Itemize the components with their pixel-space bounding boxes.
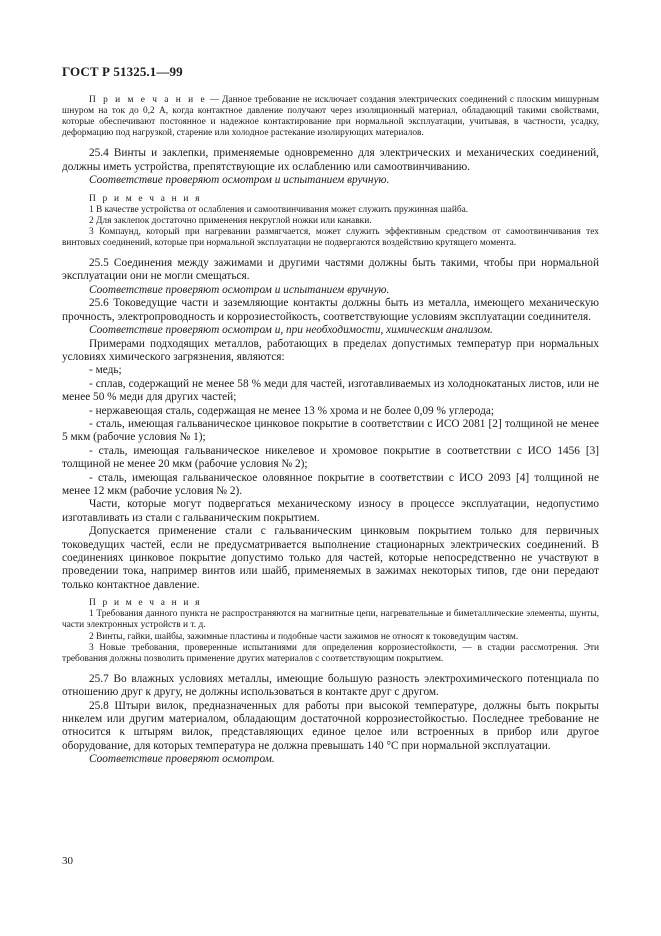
- zinc-paragraph: Допускается применение стали с гальваническим цинковым покрытием только для первичных токоведущих частей, если не предусматривается выполнение стационарных электрических соединений. В соединениях цинковое покрытие допустимо только для частей, которые непосредственно не участвуют в проведении тока, например винтов или шайб, применяемых в зажимах некоторых типов, где они передают только контактное давление.: [62, 525, 599, 591]
- page-number: 30: [62, 855, 73, 867]
- note-item: 3 Компаунд, который при нагревании размягчается, может служить эффективным средством от самоотвинчивания тех винтовых соединений, которые при нормальной эксплуатации не подвергаются воздействию крутящего момента.: [62, 226, 599, 248]
- clause-25-8: 25.8 Штыри вилок, предназначенных для работы при высокой температуре, должны быть покрыты никелем или другим материалом, обладающим достаточной коррозиестойкостью. Последнее требование не относится к штырям вилок, представляющих единое целое или встроенных в прибор или другое оборудование, для которых температура не должна превышать 140 °С при нормальной эксплуатации.: [62, 699, 599, 752]
- document-header: ГОСТ Р 51325.1—99: [62, 64, 183, 79]
- metal-item: - сталь, имеющая гальваническое никелевое и хромовое покрытие в соответствии с ИСО 1456 [3] толщиной не менее 20 мкм (рабочие условия № 2);: [62, 444, 599, 471]
- wear-paragraph: Части, которые могут подвергаться механическому износу в процессе эксплуатации, недопустимо изготавливать из стали с гальваническим покрытием.: [62, 498, 599, 524]
- metal-item: - нержавеющая сталь, содержащая не менее 13 % хрома и не более 0,09 % углерода;: [89, 404, 494, 417]
- note-item: 1 В качестве устройства от ослабления и самоотвинчивания может служить пружинная шайба.: [89, 204, 469, 215]
- clause-25-6-check: Соответствие проверяют осмотром и, при необходимости, химическим анализом.: [89, 324, 493, 337]
- metal-item: - сталь, имеющая гальваническое оловянное покрытие в соответствии с ИСО 2093 [4] толщиной не менее 12 мкм (рабочие условия № 2).: [62, 471, 599, 497]
- document-body: [62, 95, 599, 767]
- clause-25-5: 25.5 Соединения между зажимами и другими частями должны быть такими, чтобы при нормальной эксплуатации они не могли смещаться.: [62, 257, 599, 283]
- note-text: — Данное требование не исключает создания электрических соединений с плоским мишурным шнуром на ток до 0,2 А, когда контактное давление получают через изоляционный материал, обладающий такими свойствами, которые обеспечивают постоянное и надежное контактирование при нормальной эксплуатации, учитывая, в частности, усадку, деформацию под нагрузкой, старение или холодное растекание изолирующих материалов.: [62, 95, 599, 139]
- clause-25-8-check: Соответствие проверяют осмотром.: [89, 753, 275, 766]
- metal-item: - медь;: [89, 364, 122, 377]
- clause-25-5-check: Соответствие проверяют осмотром и испытанием вручную.: [89, 283, 390, 296]
- clause-25-6: 25.6 Токоведущие части и заземляющие контакты должны быть из металла, имеющего механическую прочность, электропроводность и коррозиестойкость, соответствующие условиям эксплуатации соединителя.: [62, 297, 599, 323]
- notes-title: П р и м е ч а н и я: [89, 193, 202, 204]
- clause-25-4: 25.4 Винты и заклепки, применяемые одновременно для электрических и механических соединений, должны иметь устройства, препятствующие их ослаблению или самоотвинчиванию.: [62, 147, 599, 173]
- note-item: 2 Для заклепок достаточно применения некруглой ножки или канавки.: [89, 215, 372, 226]
- notes-title: П р и м е ч а н и я: [89, 598, 202, 609]
- note-item: 1 Требования данного пункта не распространяются на магнитные цепи, нагревательные и биметаллические элементы, шунты, части электронных устройств и т. д.: [62, 609, 599, 631]
- clause-25-4-check: Соответствие проверяют осмотром и испытанием вручную.: [89, 174, 390, 187]
- note-item: 3 Новые требования, проверенные испытаниями для определения коррозиестойкости, — в стадии рассмотрения. Эти требования должны позволить применение других материалов с соответствующим покрытием.: [62, 642, 599, 664]
- metals-intro: Примерами подходящих металлов, работающих в пределах допустимых температур при нормальных условиях химического загрязнения, являются:: [62, 337, 599, 363]
- note-label: П р и м е ч а н и е: [89, 95, 207, 105]
- clause-25-7: 25.7 Во влажных условиях металлы, имеющие большую разность электрохимического потенциала по отношению друг к другу, не должны использоваться в контакте друг с другом.: [62, 672, 599, 699]
- metal-item: - сталь, имеющая гальваническое цинковое покрытие в соответствии с ИСО 2081 [2] толщиной не менее 5 мкм (рабочие условия № 1);: [62, 417, 599, 444]
- metal-item: - сплав, содержащий не менее 58 % меди для частей, изготавливаемых из холоднокатаных листов, или не менее 50 % меди для других частей;: [62, 377, 599, 404]
- note-item: 2 Винты, гайки, шайбы, зажимные пластины и подобные части зажимов не относят к токоведущим частям.: [89, 631, 519, 642]
- note-paragraph: [62, 95, 599, 139]
